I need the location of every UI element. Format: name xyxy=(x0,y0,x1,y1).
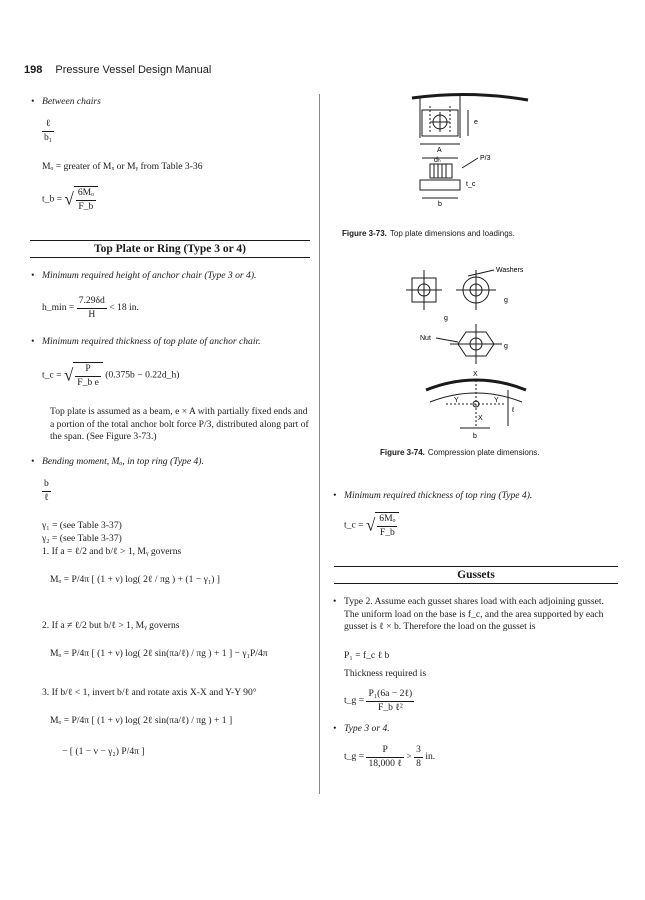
fig74-label-b: b xyxy=(473,433,477,440)
tc-formula: t_c = √ $\frac{P}{\text{F\_b e}}$ (0.375b − 0.22d_h) xyxy=(42,363,180,388)
figure-3-73 xyxy=(400,88,550,223)
between-chairs-label: • Between chairs xyxy=(42,96,101,109)
tb-formula: t_b = √ $\frac{\text{6Mₒ}}{F\_b}$ xyxy=(42,186,98,213)
type34-label: • Type 3 or 4. xyxy=(344,723,390,736)
gamma2-def: γ₂ = (see Table 3-37) xyxy=(42,533,122,544)
fig74-label-g1: g xyxy=(444,315,448,322)
section-gussets: Gussets xyxy=(334,566,618,584)
fig74-curved-plate xyxy=(426,380,526,428)
fig74-label-x-bottom: X xyxy=(478,415,483,422)
tc-ring-formula: t_c = √ $\frac{\text{6Mₒ}}{F\_b}$ xyxy=(344,512,399,539)
book-title: Pressure Vessel Design Manual xyxy=(55,64,212,76)
section-top-plate: Top Plate or Ring (Type 3 or 4) xyxy=(30,240,310,258)
l-over-b-fraction: $\frac{\text{ℓ}}{\text{b₁}}$ xyxy=(44,118,53,143)
fig73-label-dh: dₕ xyxy=(434,157,441,164)
fig73-shell xyxy=(412,94,528,138)
fig74-label-washers: Washers xyxy=(496,267,524,274)
case3-equation-2: − [ (1 − ν − γ₂) P/4π ] xyxy=(62,746,145,757)
fig74-label-y-left: Y xyxy=(454,397,459,404)
thickness-required-label: Thickness required is xyxy=(344,668,427,679)
fig74-washer-square xyxy=(406,270,442,310)
case1-equation: Mₒ = P/4π [ (1 + ν) log( 2ℓ / πg ) + (1 − γ₁) ] xyxy=(50,574,220,585)
case1-condition: 1. If a = ℓ/2 and b/ℓ > 1, Mᵧ governs xyxy=(42,546,182,557)
fig74-label-y-right: Y xyxy=(494,397,499,404)
min-height-label: • Minimum required height of anchor chair (Type 3 or 4). xyxy=(42,270,310,283)
fig74-label-l: ℓ xyxy=(512,407,515,414)
tg-formula: t_g = $\frac{\text{P₁(6a − 2ℓ)}}{\text{F\_b ℓ²}}$ xyxy=(344,688,413,713)
fig73-plate xyxy=(420,110,468,144)
hmin-formula: h_min = $\frac{7.29\delta d}{H}$ < 18 in. xyxy=(42,295,139,320)
fig74-label-x-top: X xyxy=(473,371,478,378)
figure-3-74-caption: Figure 3-74. Compression plate dimensions. xyxy=(380,448,540,457)
page-header xyxy=(24,64,211,76)
fig74-label-g3: g xyxy=(504,343,508,350)
min-thickness-label: • Minimum required thickness of top plate of anchor chair. xyxy=(42,336,310,349)
fig73-label-b: b xyxy=(438,201,442,208)
case2-condition: 2. If a ≠ ℓ/2 but b/ℓ > 1, Mᵧ governs xyxy=(42,620,180,631)
fig74-label-nut: Nut xyxy=(420,335,431,342)
figure-3-74 xyxy=(398,262,548,448)
min-ring-thickness-label: • Minimum required thickness of top ring (Type 4). xyxy=(344,490,612,503)
case3-equation-1: Mₒ = P/4π [ (1 + ν) log( 2ℓ sin(πa/ℓ) / πg ) + 1 ] xyxy=(50,715,233,726)
fig74-nut xyxy=(436,324,502,364)
p1-equation: P₁ = f_c ℓ b xyxy=(344,650,390,661)
fig73-label-a: A xyxy=(437,147,442,154)
type2-paragraph: • Type 2. Assume each gusset shares load with each adjoining gusset. The uniform load on the base is f_c, and the area supported by each gusset is ℓ × b. Therefore the load on the gusset is xyxy=(344,596,614,634)
case3-condition: 3. If b/ℓ < 1, invert b/ℓ and rotate axis X-X and Y-Y 90° xyxy=(42,687,257,698)
top-plate-paragraph: Top plate is assumed as a beam, e × A with partially fixed ends and a portion of the total anchor bolt force P/3, distributed along part of the span. (See Figure 3-73.) xyxy=(50,406,309,442)
fig73-label-p3: P/3 xyxy=(480,155,491,162)
fig74-label-g2: g xyxy=(504,297,508,304)
fig73-label-tc: t_c xyxy=(466,181,476,188)
figure-3-73-caption: Figure 3-73. Top plate dimensions and loadings. xyxy=(342,229,515,238)
fig73-label-e: e xyxy=(474,119,478,126)
case2-equation: Mₒ = P/4π [ (1 + ν) log( 2ℓ sin(πa/ℓ) / πg ) + 1 ] − γ₁P/4π xyxy=(50,648,268,659)
fig73-section xyxy=(420,158,478,198)
b-over-l-fraction: $\frac{b}{\text{ℓ}}$ xyxy=(44,478,49,503)
column-divider xyxy=(319,94,320,794)
gamma1-def: γ₁ = (see Table 3-37) xyxy=(42,520,122,531)
page-number: 198 xyxy=(24,64,43,76)
mo-definition: Mₒ = greater of Mₓ or Mᵧ from Table 3-36 xyxy=(42,161,203,172)
bending-moment-label: • Bending moment, Mₒ, in top ring (Type 4). xyxy=(42,456,310,469)
fig74-washer-round xyxy=(456,270,496,310)
tg2-formula: t_g = $\frac{P}{\text{18,000 ℓ}}$ > $\frac{3}{8}$ in. xyxy=(344,744,436,769)
